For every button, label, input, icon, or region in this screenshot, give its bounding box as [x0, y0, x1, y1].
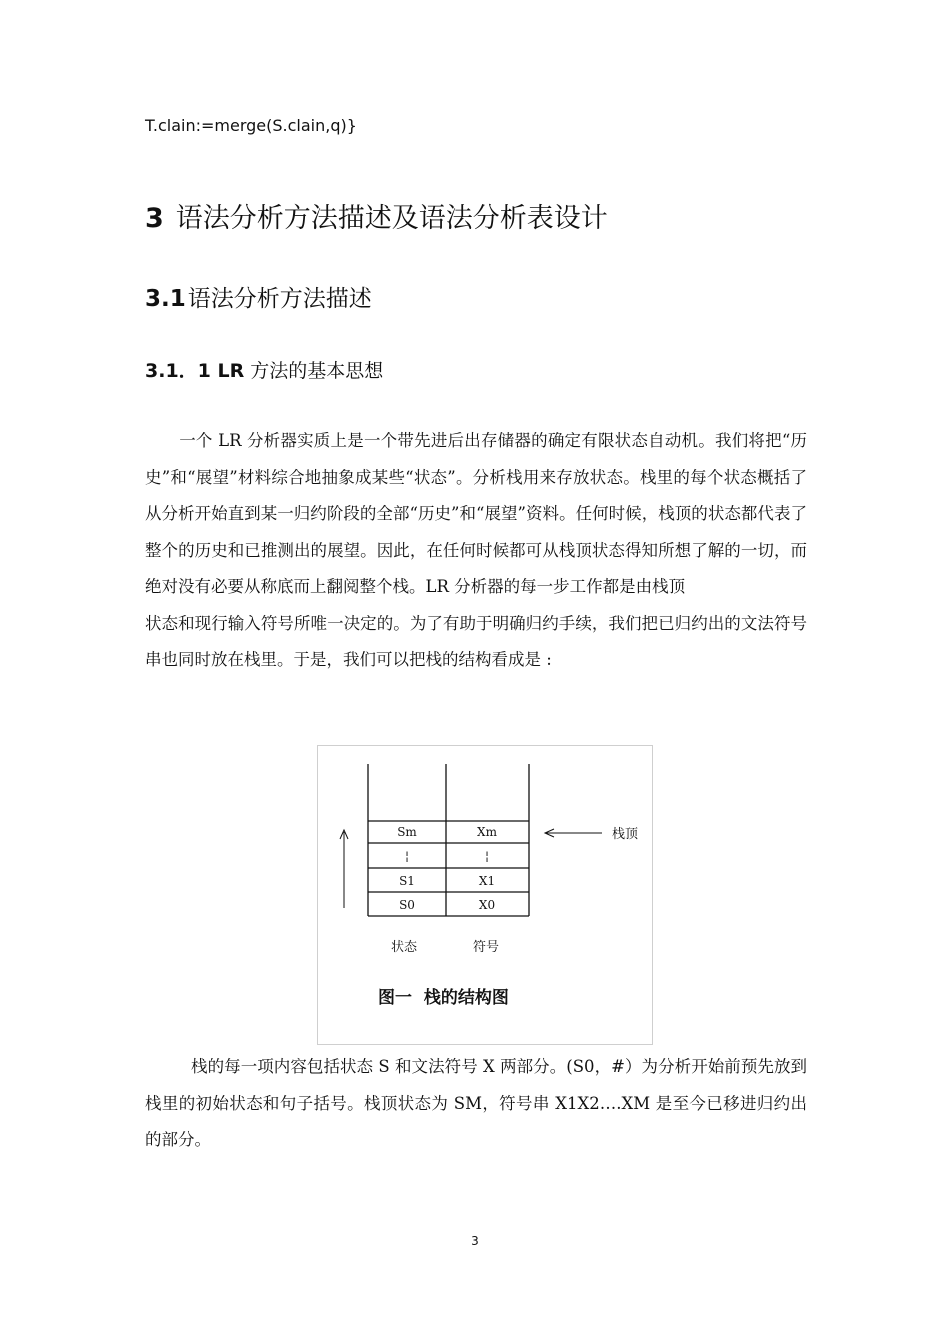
subsection-number: 3.1 — [145, 286, 186, 312]
stack-structure-figure — [317, 745, 653, 1045]
subsubsection-title: 方法的基本思想 — [250, 360, 384, 382]
stack-cell-symbol: ¦ — [484, 849, 490, 863]
paragraph-stack-content-text: 栈的每一项内容包括状态 S 和文法符号 X 两部分。(S0，#）为分析开始前预先放到栈里的初始状态和句子括号。栈顶状态为 SM，符号串 X1X2….XM 是至今已移进归约出的部分。 — [145, 1057, 807, 1149]
stack-cell-state: S0 — [399, 898, 415, 912]
section-title: 语法分析方法描述及语法分析表设计 — [175, 203, 608, 234]
symbol-column-label: 符号 — [472, 940, 500, 955]
figure-caption: 图一 栈的结构图 — [378, 988, 509, 1008]
subsection-title: 语法分析方法描述 — [187, 286, 372, 312]
stack-diagram — [318, 746, 654, 1046]
stack-top-label: 栈顶 — [612, 827, 639, 842]
section-heading — [145, 196, 608, 235]
paragraph-lr-idea — [145, 423, 807, 679]
stack-cell-symbol: X1 — [478, 874, 496, 888]
subsubsection-number: 3.1．1 LR — [145, 360, 245, 382]
paragraph-lr-idea-part2: 状态和现行输入符号所唯一决定的。为了有助于明确归约手续，我们把已归约出的文法符号串也同时放在栈里。于是，我们可以把栈的结构看成是 : — [145, 613, 807, 669]
subsection-heading — [145, 280, 372, 313]
section-number: 3 — [145, 203, 164, 234]
code-line: T.clain:=merge(S.clain,q)} — [145, 116, 357, 135]
subsubsection-heading — [145, 356, 383, 383]
stack-cell-state: ¦ — [404, 849, 410, 863]
stack-cell-state: Sm — [397, 825, 417, 839]
state-column-label: 状态 — [390, 940, 418, 955]
stack-cell-state: S1 — [399, 874, 415, 888]
stack-cell-symbol: X0 — [478, 898, 496, 912]
stack-cell-symbol: Xm — [477, 825, 497, 839]
paragraph-lr-idea-part1: 一个 LR 分析器实质上是一个带先进后出存储器的确定有限状态自动机。我们将把“历史”和“展望”材料综合地抽象成某些“状态”。分析栈用来存放状态。栈里的每个状态概括了从分析开始直到某一归约阶段的全部“历史”和“展望”资料。任何时候，栈顶的状态都代表了整个的历史和已推测出的展望。因此，在任何时候都可从栈顶状态得知所想了解的一切，而绝对没有必要从称底而上翻阅整个栈。LR 分析器的每一步工作都是由栈顶 — [145, 431, 807, 596]
page-number: 3 — [471, 1234, 479, 1248]
paragraph-stack-content — [145, 1049, 807, 1159]
